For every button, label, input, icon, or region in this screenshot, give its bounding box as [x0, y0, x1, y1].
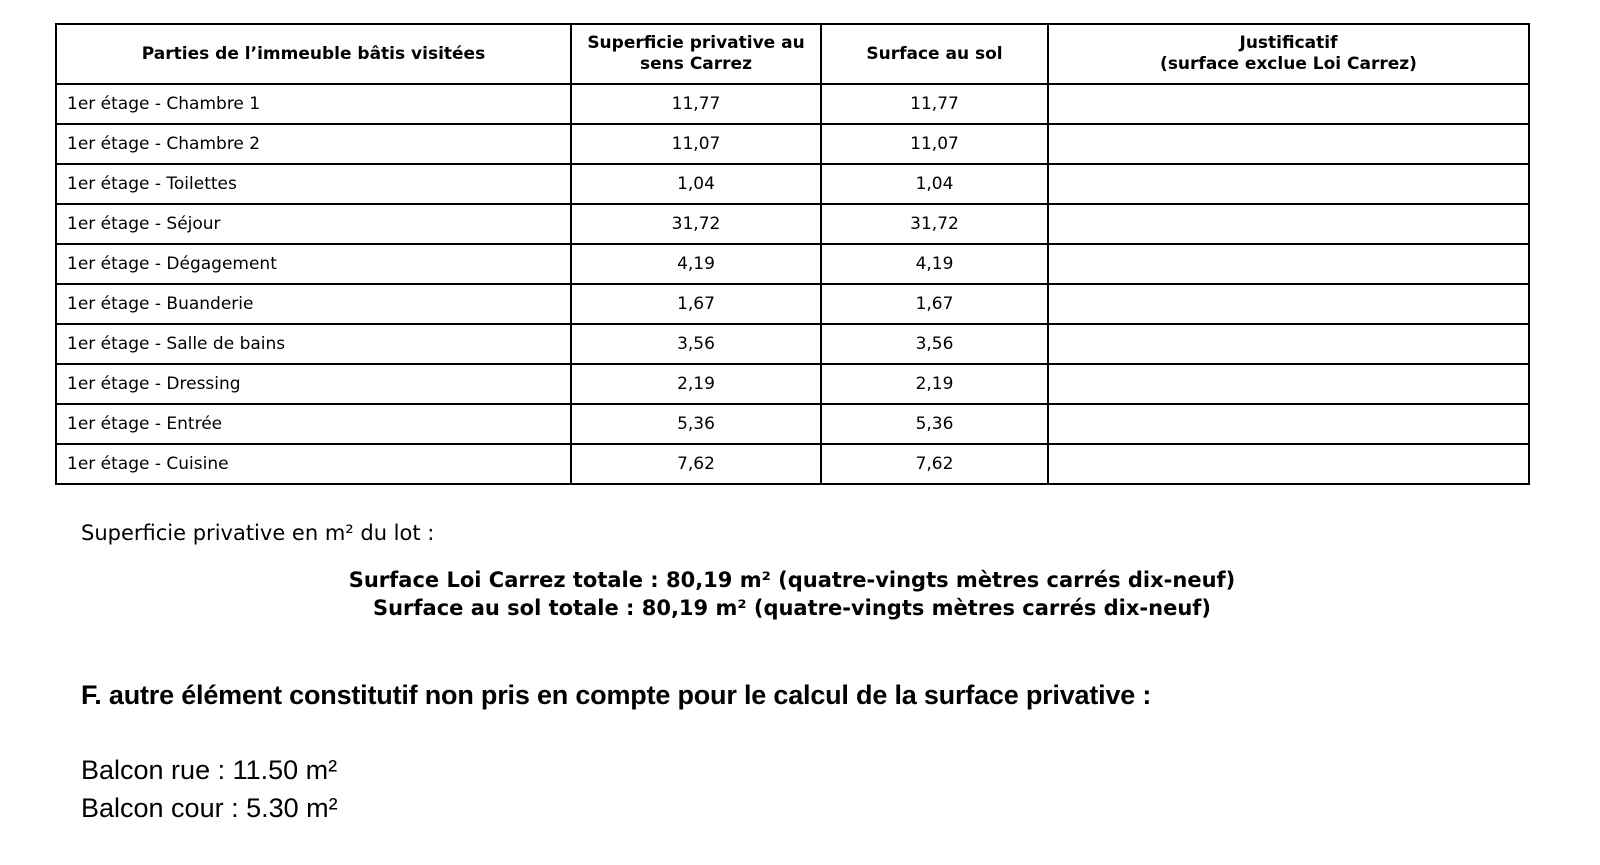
- carrez-value: 1,04: [571, 164, 821, 204]
- justificatif-cell: [1048, 324, 1529, 364]
- room-name: 1er étage - Séjour: [56, 204, 571, 244]
- table-row: [56, 364, 1529, 404]
- table-row: [56, 324, 1529, 364]
- sol-value: 7,62: [821, 444, 1048, 484]
- sol-value: 1,04: [821, 164, 1048, 204]
- header-carrez: Superficie privative au sens Carrez: [571, 24, 821, 84]
- sol-value: 31,72: [821, 204, 1048, 244]
- lot-area-intro: Superficie privative en m² du lot :: [81, 521, 435, 545]
- carrez-value: 1,67: [571, 284, 821, 324]
- carrez-value: 2,19: [571, 364, 821, 404]
- table-row: [56, 444, 1529, 484]
- carrez-value: 31,72: [571, 204, 821, 244]
- carrez-value: 5,36: [571, 404, 821, 444]
- room-name: 1er étage - Dégagement: [56, 244, 571, 284]
- carrez-value: 11,07: [571, 124, 821, 164]
- total-sol-line: Surface au sol totale : 80,19 m² (quatre-vingts mètres carrés dix-neuf): [372, 596, 1212, 620]
- carrez-value: 3,56: [571, 324, 821, 364]
- sol-value: 3,56: [821, 324, 1048, 364]
- room-name: 1er étage - Chambre 1: [56, 84, 571, 124]
- sol-value: 11,77: [821, 84, 1048, 124]
- balcony-cour-line: Balcon cour : 5.30 m²: [81, 793, 338, 823]
- room-name: 1er étage - Dressing: [56, 364, 571, 404]
- room-name: 1er étage - Entrée: [56, 404, 571, 444]
- sol-value: 11,07: [821, 124, 1048, 164]
- room-name: 1er étage - Buanderie: [56, 284, 571, 324]
- justificatif-cell: [1048, 404, 1529, 444]
- table-row: [56, 204, 1529, 244]
- sol-value: 4,19: [821, 244, 1048, 284]
- table-row: [56, 84, 1529, 124]
- justificatif-cell: [1048, 124, 1529, 164]
- justificatif-cell: [1048, 244, 1529, 284]
- surface-table: [55, 23, 1530, 485]
- justificatif-cell: [1048, 364, 1529, 404]
- carrez-value: 7,62: [571, 444, 821, 484]
- justificatif-cell: [1048, 444, 1529, 484]
- carrez-value: 4,19: [571, 244, 821, 284]
- justificatif-cell: [1048, 204, 1529, 244]
- table-row: [56, 284, 1529, 324]
- justificatif-cell: [1048, 164, 1529, 204]
- room-name: 1er étage - Salle de bains: [56, 324, 571, 364]
- sol-value: 1,67: [821, 284, 1048, 324]
- total-carrez-line: Surface Loi Carrez totale : 80,19 m² (quatre-vingts mètres carrés dix-neuf): [348, 568, 1236, 592]
- carrez-value: 11,77: [571, 84, 821, 124]
- table-row: [56, 244, 1529, 284]
- section-f-heading: F. autre élément constitutif non pris en compte pour le calcul de la surface privative :: [81, 680, 1152, 710]
- sol-value: 5,36: [821, 404, 1048, 444]
- justificatif-cell: [1048, 84, 1529, 124]
- room-name: 1er étage - Toilettes: [56, 164, 571, 204]
- room-name: 1er étage - Chambre 2: [56, 124, 571, 164]
- header-surface-sol: Surface au sol: [821, 24, 1048, 84]
- room-name: 1er étage - Cuisine: [56, 444, 571, 484]
- header-parties: Parties de l’immeuble bâtis visitées: [56, 24, 571, 84]
- table-header-row: [56, 24, 1529, 84]
- balcony-rue-line: Balcon rue : 11.50 m²: [81, 755, 338, 785]
- header-justificatif: Justificatif (surface exclue Loi Carrez): [1048, 24, 1529, 84]
- table-row: [56, 164, 1529, 204]
- table-row: [56, 124, 1529, 164]
- justificatif-cell: [1048, 284, 1529, 324]
- table-row: [56, 404, 1529, 444]
- sol-value: 2,19: [821, 364, 1048, 404]
